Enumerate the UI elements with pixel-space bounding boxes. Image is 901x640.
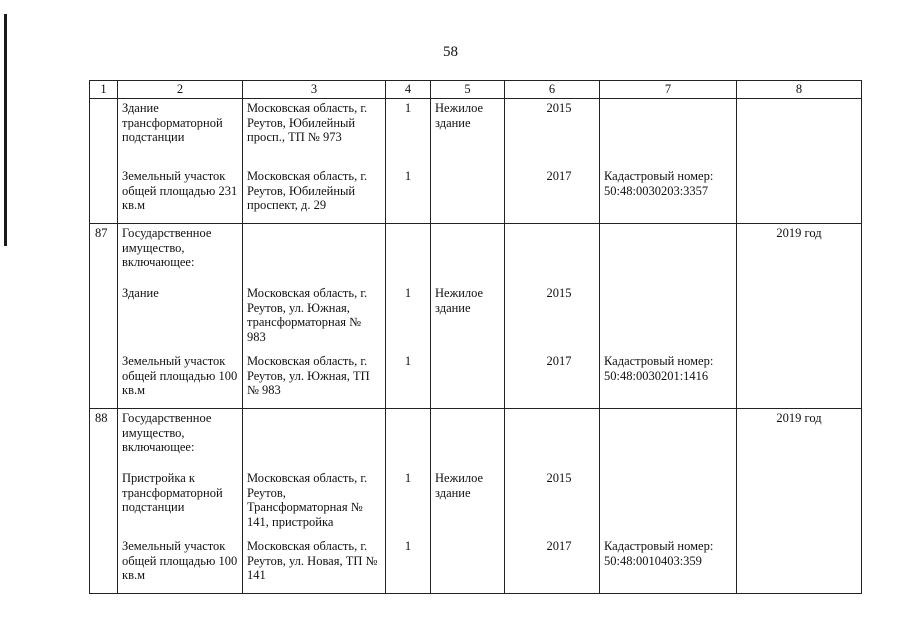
cadastre-cell — [600, 224, 737, 409]
item-purpose — [431, 352, 504, 408]
cadastre-cell — [600, 99, 737, 224]
row-number-cell — [90, 99, 118, 224]
table-row — [90, 409, 862, 594]
header-col-2: 2 — [118, 81, 243, 99]
property-table — [89, 80, 862, 594]
note-cell — [737, 409, 862, 594]
item-cadastre: Кадастровый номер: 50:48:0030203:3357 — [604, 169, 714, 198]
purpose-cell — [431, 224, 505, 409]
group-title: Государственное имущество, включающее: — [122, 226, 212, 269]
row-number: 87 — [95, 226, 108, 240]
year-cell — [505, 99, 600, 224]
item-address: Московская область, г. Реутов, ул. Южная, ТП № 983 — [247, 354, 370, 397]
item-address: Московская область, г. Реутов, Юбилейный проспект, д. 29 — [247, 169, 368, 212]
row-note: 2019 год — [776, 411, 822, 425]
item-purpose: Нежилое здание — [435, 471, 484, 500]
item-purpose: Нежилое здание — [435, 101, 484, 130]
note-cell — [737, 99, 862, 224]
item-address: Московская область, г. Реутов, ул. Южная, трансформаторная № 983 — [247, 286, 368, 344]
item-name: Здание — [122, 286, 159, 300]
header-col-8: 8 — [737, 81, 862, 99]
table-row — [90, 99, 862, 224]
item-quantity: 1 — [404, 101, 412, 115]
row-number: 88 — [95, 411, 108, 425]
item-year: 2017 — [546, 539, 572, 553]
name-cell — [118, 99, 243, 224]
table-row — [90, 224, 862, 409]
item-cadastre: Кадастровый номер: 50:48:0030201:1416 — [604, 354, 714, 383]
item-purpose: Нежилое здание — [435, 286, 484, 315]
item-quantity: 1 — [404, 354, 412, 368]
group-title: Государственное имущество, включающее: — [122, 411, 212, 454]
header-col-7: 7 — [600, 81, 737, 99]
header-row — [90, 81, 862, 99]
cadastre-cell — [600, 409, 737, 594]
year-cell — [505, 409, 600, 594]
name-cell — [118, 409, 243, 594]
item-quantity: 1 — [404, 471, 412, 485]
address-cell — [243, 99, 386, 224]
row-number-cell — [90, 224, 118, 409]
quantity-cell — [386, 409, 431, 594]
item-cadastre — [600, 284, 736, 352]
item-quantity: 1 — [404, 286, 412, 300]
item-year: 2015 — [546, 471, 572, 485]
item-year: 2017 — [546, 169, 572, 183]
name-cell — [118, 224, 243, 409]
item-address: Московская область, г. Реутов, ул. Новая, ТП № 141 — [247, 539, 378, 582]
item-cadastre — [600, 99, 736, 167]
item-address: Московская область, г. Реутов, Трансформаторная № 141, пристройка — [247, 471, 368, 529]
address-cell — [243, 224, 386, 409]
purpose-cell — [431, 99, 505, 224]
item-name: Пристройка к трансформаторной подстанции — [122, 471, 223, 514]
quantity-cell — [386, 99, 431, 224]
note-cell — [737, 224, 862, 409]
item-name: Здание трансформаторной подстанции — [122, 101, 223, 144]
header-col-6: 6 — [505, 81, 600, 99]
item-name: Земельный участок общей площадью 231 кв.м — [122, 169, 238, 212]
item-year: 2015 — [546, 101, 572, 115]
header-col-1: 1 — [90, 81, 118, 99]
header-col-4: 4 — [386, 81, 431, 99]
item-year: 2015 — [546, 286, 572, 300]
address-cell — [243, 409, 386, 594]
item-quantity: 1 — [404, 169, 412, 183]
item-quantity: 1 — [404, 539, 412, 553]
row-number-cell — [90, 409, 118, 594]
quantity-cell — [386, 224, 431, 409]
item-name: Земельный участок общей площадью 100 кв.м — [122, 539, 238, 582]
item-purpose — [431, 167, 504, 223]
item-cadastre: Кадастровый номер: 50:48:0010403:359 — [604, 539, 714, 568]
row-note: 2019 год — [776, 226, 822, 240]
item-cadastre — [600, 469, 736, 537]
year-cell — [505, 224, 600, 409]
purpose-cell — [431, 409, 505, 594]
item-address: Московская область, г. Реутов, Юбилейный просп., ТП № 973 — [247, 101, 368, 144]
header-col-5: 5 — [431, 81, 505, 99]
item-name: Земельный участок общей площадью 100 кв.м — [122, 354, 238, 397]
page-number: 58 — [443, 44, 458, 60]
item-purpose — [431, 537, 504, 593]
item-year: 2017 — [546, 354, 572, 368]
header-col-3: 3 — [243, 81, 386, 99]
